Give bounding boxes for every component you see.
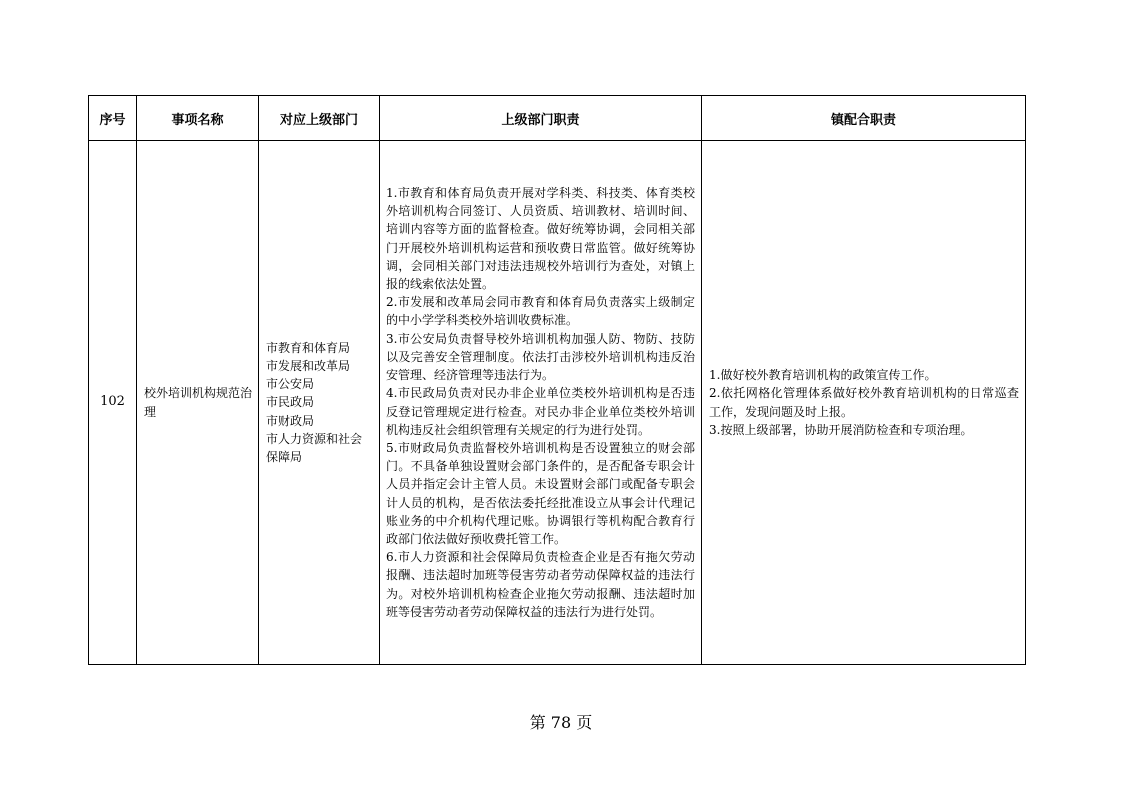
- superior-duty-paragraph: 4.市民政局负责对民办非企业单位类校外培训机构是否违反登记管理规定进行检查。对民办非企业单位类校外培训机构违反社会组织管理有关规定的行为进行处罚。: [386, 386, 695, 437]
- department-line: 市人力资源和社会保障局: [266, 431, 363, 464]
- department-line: 市发展和改革局: [266, 358, 351, 373]
- header-town-duties: 镇配合职责: [702, 96, 1026, 141]
- row-superior-duties: [380, 141, 702, 665]
- header-index: 序号: [89, 96, 137, 141]
- table-row: [89, 141, 1026, 665]
- superior-duty-paragraph: 6.市人力资源和社会保障局负责检查企业是否有拖欠劳动报酬、违法超时加班等侵害劳动者劳动保障权益的违法行为。对校外培训机构检查企业拖欠劳动报酬、违法超时加班等侵害劳动者劳动保障权益的违法行为进行处罚。: [386, 550, 695, 619]
- superior-duty-paragraph: 2.市发展和改革局会同市教育和体育局负责落实上级制定的中小学学科类校外培训收费标准。: [386, 295, 695, 328]
- responsibility-table: [88, 95, 1026, 665]
- row-item-name: 校外培训机构规范治理: [137, 141, 259, 665]
- header-item-name: 事项名称: [137, 96, 259, 141]
- department-line: 市民政局: [266, 395, 315, 410]
- department-line: 市公安局: [266, 377, 315, 392]
- page-number: 第 78 页: [529, 713, 593, 732]
- superior-duty-paragraph: 5.市财政局负责监督校外培训机构是否设置独立的财会部门。不具备单独设置财会部门条件的，是否配备专职会计人员并指定会计主管人员。未设置财会部门或配备专职会计人员的机构，是否依法委托经批准设立从事会计代理记账业务的中介机构代理记账。协调银行等机构配合教育行政部门依法做好预收费托管工作。: [386, 440, 695, 546]
- town-duty-paragraph: 2.依托网格化管理体系做好校外教育培训机构的日常巡查工作，发现问题及时上报。: [709, 386, 1019, 419]
- table-header-row: [89, 96, 1026, 141]
- superior-duty-paragraph: 3.市公安局负责督导校外培训机构加强人防、物防、技防以及完善安全管理制度。依法打击涉校外培训机构违反治安管理、经济管理等违法行为。: [386, 331, 695, 383]
- department-line: 市教育和体育局: [266, 340, 351, 355]
- row-town-duties: [702, 141, 1026, 665]
- town-duty-paragraph: 1.做好校外教育培训机构的政策宣传工作。: [709, 368, 937, 383]
- row-departments: [259, 141, 380, 665]
- header-superior-duties: 上级部门职责: [380, 96, 702, 141]
- header-superior-department: 对应上级部门: [259, 96, 380, 141]
- superior-duty-paragraph: 1.市教育和体育局负责开展对学科类、科技类、体育类校外培训机构合同签订、人员资质、培训教材、培训时间、培训内容等方面的监督检查。做好统筹协调，会同相关部门开展校外培训机构运营和预收费日常监管。做好统筹协调，会同相关部门对违法违规校外培训行为查处，对镇上报的线索依法处置。: [386, 186, 695, 292]
- town-duty-paragraph: 3.按照上级部署，协助开展消防检查和专项治理。: [709, 422, 973, 437]
- row-index: 102: [89, 141, 137, 665]
- department-line: 市财政局: [266, 413, 315, 428]
